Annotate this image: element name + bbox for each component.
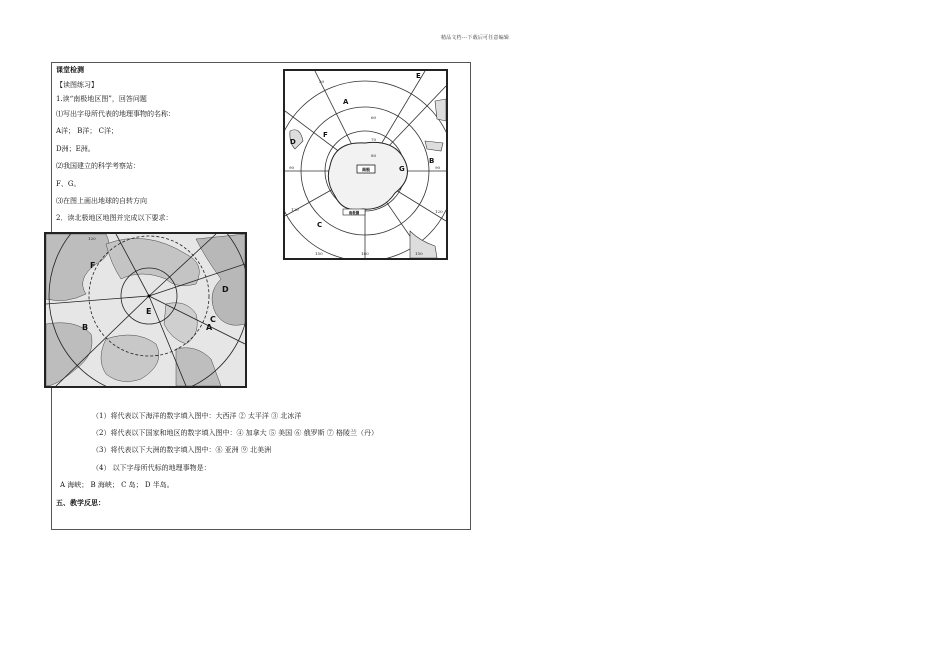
question-1-2-fg: F、G。 [56, 180, 81, 188]
lon-label: 90 [289, 165, 295, 170]
section-5-title: 五、教学反思： [56, 498, 105, 507]
map-letter-a: A [343, 98, 349, 106]
question-1-1: ⑴写出字母所代表的地理事物的名称： [56, 110, 175, 118]
arctic-map [44, 232, 247, 388]
lon-label: 150 [315, 251, 323, 256]
map-letter-e: E [416, 72, 421, 80]
read-practice-heading: 【读图练习】 [56, 81, 98, 89]
question-1-3: ⑶在图上画出地球的自转方向 [56, 197, 147, 205]
arctic-letter-e: E [146, 307, 152, 316]
lon-label: 120 [291, 207, 299, 212]
map-letter-b: B [429, 157, 435, 165]
arctic-letter-c: C [210, 315, 216, 324]
arctic-letter-d: D [222, 285, 229, 294]
question-2-3: （3）将代表以下大洲的数字填入图中：⑧ 亚洲 ⑨ 北美洲 [92, 446, 272, 454]
map-letter-d: D [290, 138, 296, 146]
map-letter-g: G [399, 165, 405, 173]
question-1-1-de: D洲；E洲。 [56, 145, 95, 153]
lon-label: 180 [361, 251, 369, 256]
antarctic-map [283, 69, 448, 260]
lat-label: 80 [371, 153, 377, 158]
question-1-1-abc: A洋； B洋； C洋； [56, 127, 119, 135]
map-letter-f: F [323, 131, 328, 139]
section-title: 课堂检测 [56, 65, 84, 74]
question-1-intro: 1.读“南极地区图”，回答问题 [56, 95, 147, 103]
lat-label: 70 [371, 137, 377, 142]
question-2-1: （1）将代表以下海洋的数字填入图中：大西洋 ② 太平洋 ③ 北冰洋 [92, 412, 302, 420]
arctic-letter-b: B [82, 323, 89, 332]
south-pole-label: 南极 [362, 167, 370, 172]
lon-label: 120 [435, 209, 443, 214]
lon-label: 150 [415, 251, 423, 256]
page-header: 精品文档---下载后可任意编辑 [440, 35, 510, 41]
lon-label: 30 [319, 79, 325, 84]
map-letter-c: C [317, 221, 323, 229]
question-2-4-items: A 海峡； B 海峡； C 岛； D 半岛。 [60, 481, 174, 489]
station-label: 南极圈 [348, 211, 360, 215]
question-1-2: ⑵我国建立的科学考察站： [56, 162, 140, 170]
arctic-letter-f: F [90, 261, 96, 270]
question-2-2: （2）将代表以下国家和地区的数字填入图中：④ 加拿大 ⑤ 美国 ⑥ 俄罗斯 ⑦ 格陵兰（丹） [92, 429, 379, 437]
lon-label: 120 [88, 236, 96, 241]
lon-label: 90 [435, 165, 441, 170]
arctic-letter-a: A [206, 323, 213, 332]
question-2-intro: 2．读北极地区地图并完成以下要求： [56, 214, 173, 222]
question-2-4: （4） 以下字母所代标的地理事物是： [92, 464, 211, 472]
lat-label: 60 [371, 115, 377, 120]
